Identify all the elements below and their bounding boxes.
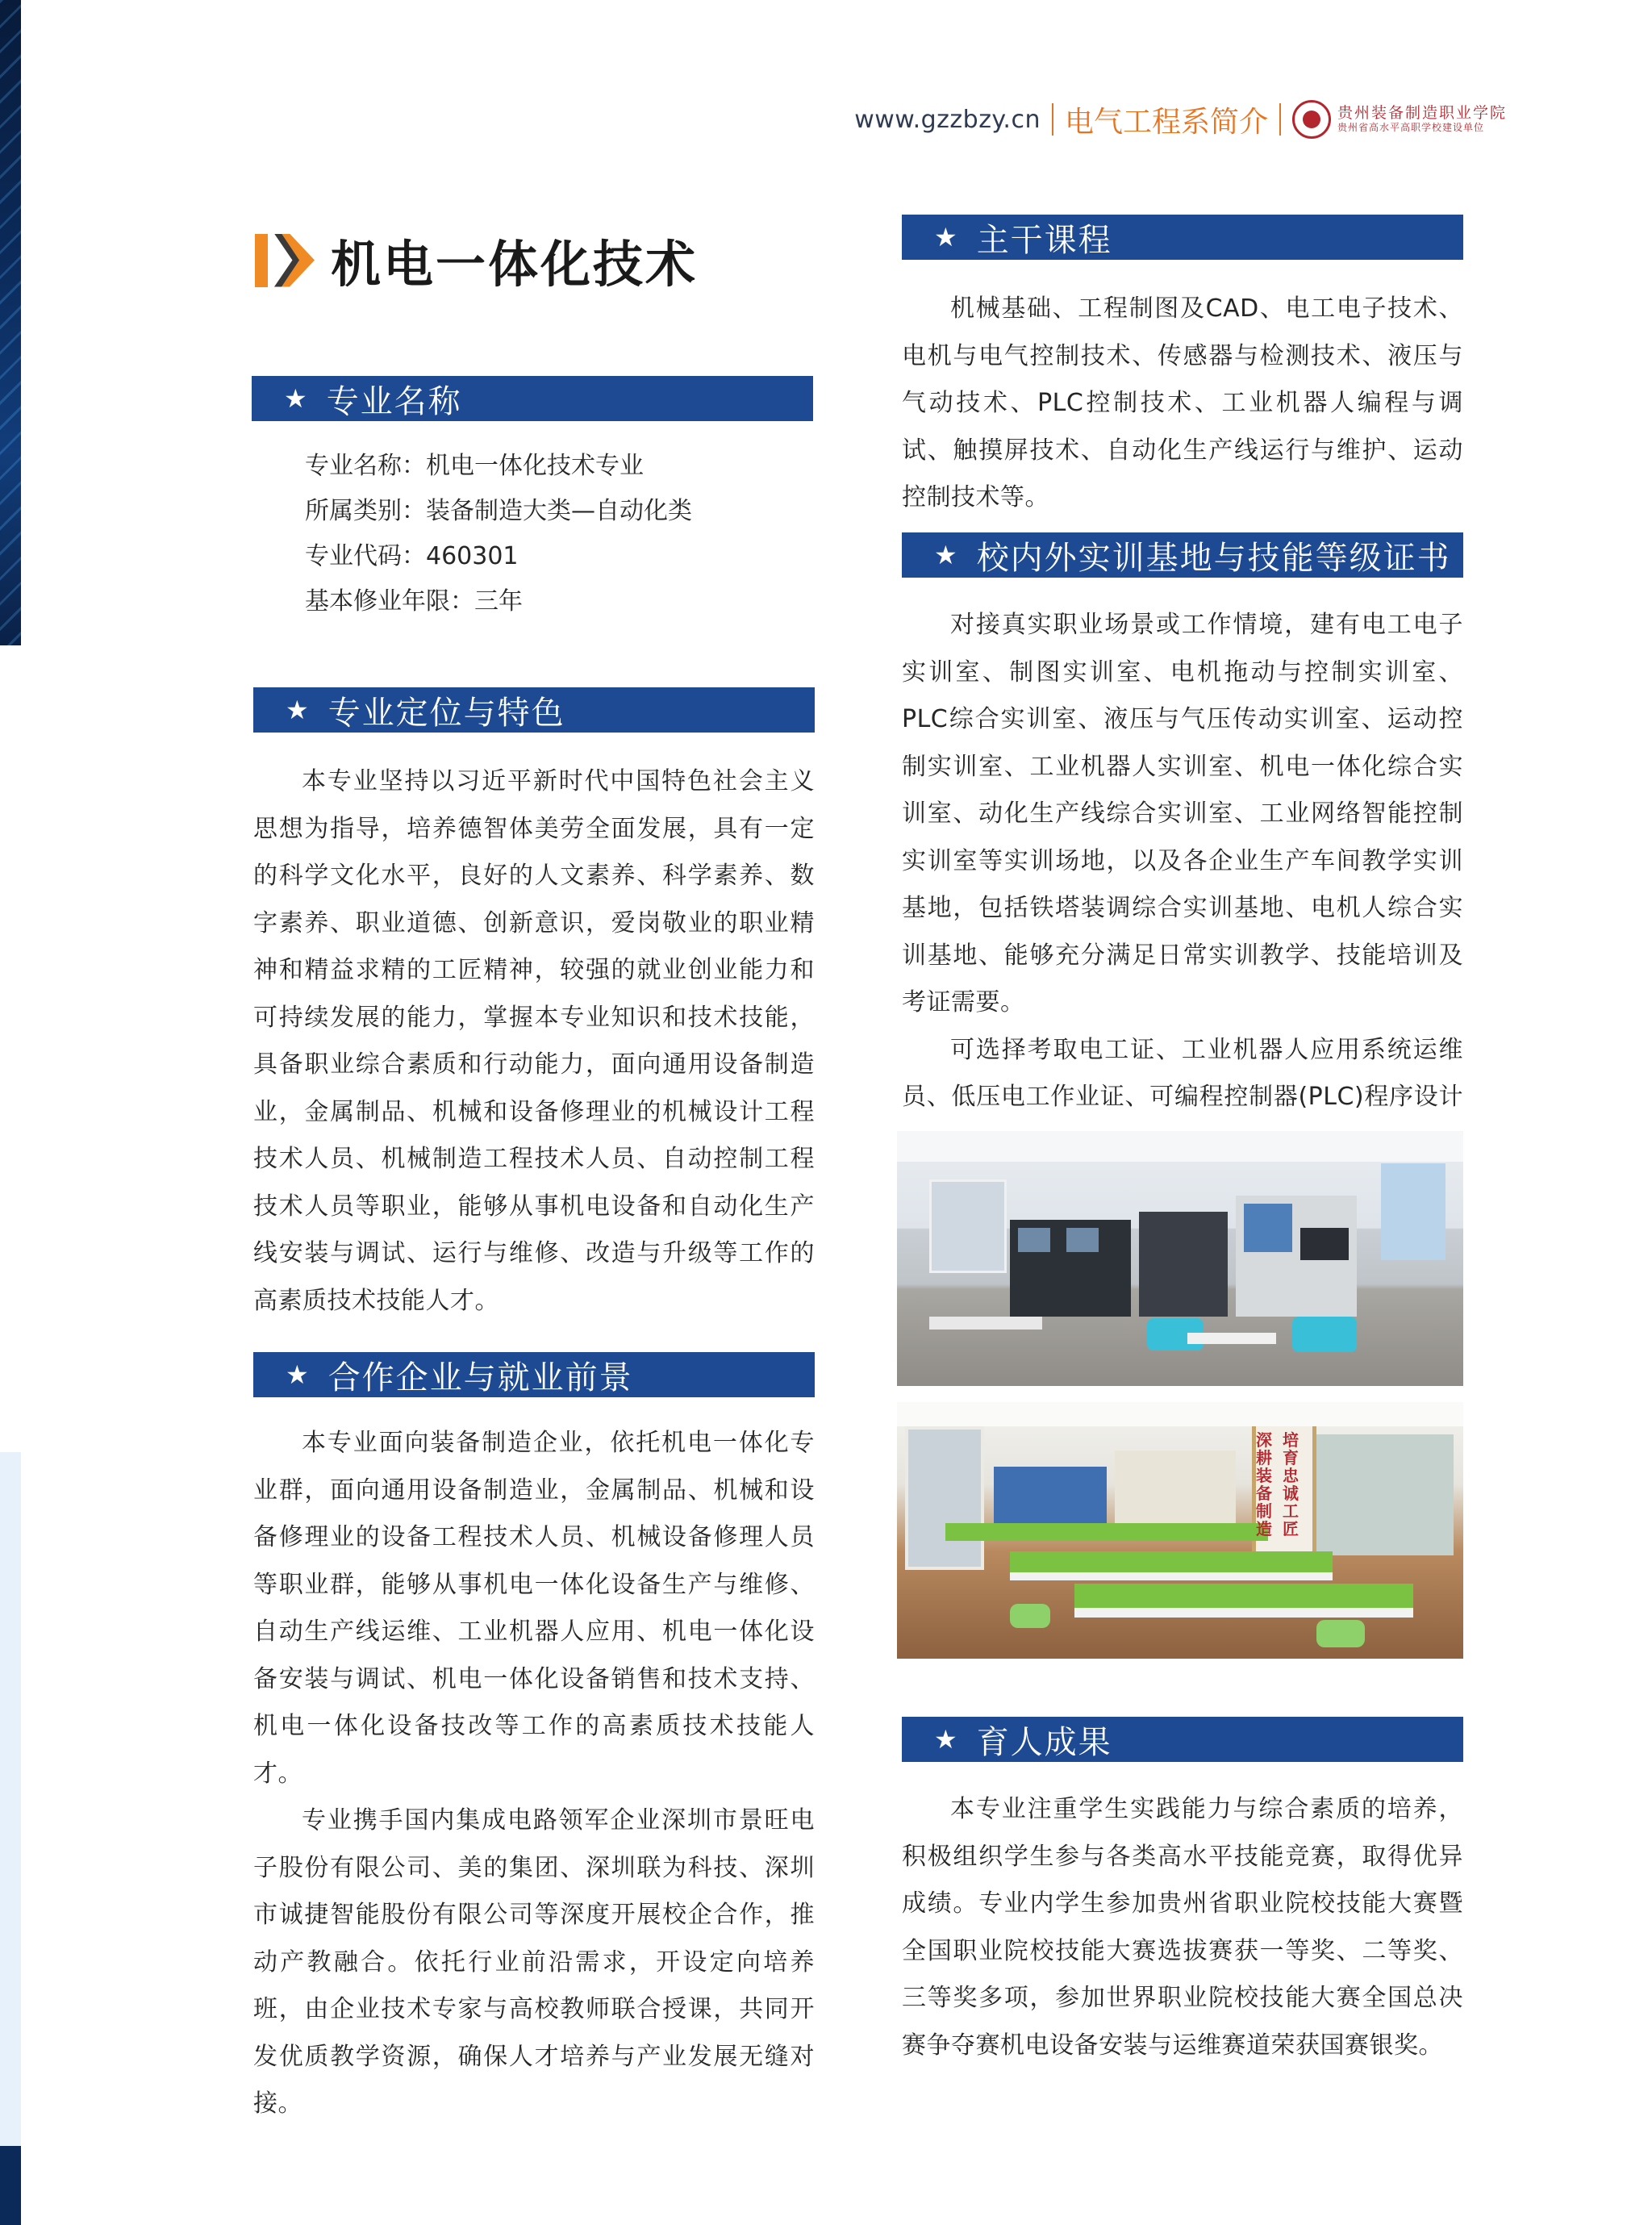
site-url[interactable]: www.gzzbzy.cn: [854, 105, 1041, 134]
training-text: [902, 602, 1463, 1168]
section-heading-text: 专业名称: [326, 382, 462, 420]
section-heading-text: 合作企业与就业前景: [327, 1359, 633, 1396]
section-heading-training: [902, 532, 1463, 578]
department-title: 电气工程系简介: [1064, 105, 1268, 139]
lab-photo-1: [897, 1131, 1463, 1386]
wall-banner-2: 培育忠诚工匠: [1283, 1430, 1299, 1538]
star-icon: ★: [934, 540, 959, 570]
cooperation-text: [253, 1420, 815, 2128]
star-icon: ★: [934, 222, 959, 253]
info-item: 基本修业年限：三年: [305, 587, 523, 616]
left-light-strip: [0, 1452, 21, 2146]
section-heading-achievements: [902, 1717, 1463, 1762]
logo-name: 贵州装备制造职业学院: [1337, 104, 1507, 123]
college-seal-icon: [1292, 100, 1331, 139]
header-divider-2: [1279, 103, 1281, 136]
arrow-icon: [255, 234, 315, 287]
star-icon: ★: [934, 1724, 959, 1755]
paragraph: 本专业注重学生实践能力与综合素质的培养，积极组织学生参与各类高水平技能竞赛，取得优异成绩。专业内学生参加贵州省职业院校技能大赛暨全国职业院校技能大赛选拔赛获一等奖、二等奖、三等奖多项，参加世界职业院校技能大赛全国总决赛争夺赛机电设备安装与运维赛道荣获国赛银奖。: [902, 1795, 1463, 2060]
paragraph: 本专业面向装备制造企业，依托机电一体化专业群，面向通用设备制造业，金属制品、机械和设备修理业的设备工程技术人员、机械设备修理人员等职业群，能够从事机电一体化设备生产与维修、自动生产线运维、工业机器人应用、机电一体化设备安装与调试、机电一体化设备销售和技术支持、机电一体化设备技改等工作的高素质技术技能人才。: [253, 1429, 815, 1788]
paragraph: 对接真实职业场景或工作情境，建有电工电子实训室、制图实训室、电机拖动与控制实训室、PLC综合实训室、液压与气压传动实训室、运动控制实训室、工业机器人实训室、机电一体化综合实训室、动化生产线综合实训室、工业网络智能控制实训室等实训场地，以及各企业生产车间教学实训基地，包括铁塔装调综合实训基地、电机人综合实训基地、能够充分满足日常实训教学、技能培训及考证需要。: [902, 611, 1463, 1016]
section-heading-text: 育人成果: [976, 1723, 1112, 1761]
courses-text: [902, 286, 1463, 522]
achievements-text: [902, 1786, 1463, 2069]
star-icon: ★: [286, 1359, 311, 1390]
lab-photo-2: [897, 1402, 1463, 1659]
star-icon: ★: [284, 383, 309, 414]
paragraph: 专业携手国内集成电路领军企业深圳市景旺电子股份有限公司、美的集团、深圳联为科技、深圳市诚捷智能股份有限公司等深度开展校企合作，推动产教融合。依托行业前沿需求，开设定向培养班，由企业技术专家与高校教师联合授课，共同开发优质教学资源，确保人才培养与产业发展无缝对接。: [253, 1806, 815, 2118]
page-title: [255, 224, 698, 296]
paragraph: 可选择考取电工证、工业机器人应用系统运维员、低压电工作业证、可编程控制器(PLC)程序设计: [902, 1035, 1463, 1111]
section-heading-text: 主干课程: [976, 221, 1112, 259]
header-divider: [1052, 103, 1053, 136]
logo-subtitle: 贵州省高水平高职学校建设单位: [1337, 122, 1484, 134]
section-heading-text: 校内外实训基地与技能等级证书: [976, 539, 1451, 577]
info-item: 所属类别：装备制造大类—自动化类: [305, 497, 692, 525]
college-logo: [1292, 100, 1507, 139]
left-decor-strip: [0, 0, 21, 645]
section-heading-name: [252, 376, 813, 421]
page-header: [854, 95, 1507, 144]
section-heading-text: 专业定位与特色: [327, 694, 565, 732]
info-item: 专业名称：机电一体化技术专业: [305, 452, 644, 480]
program-info-list: [305, 444, 821, 624]
positioning-text: [253, 758, 815, 1325]
section-heading-positioning: [253, 687, 815, 733]
star-icon: ★: [286, 695, 311, 725]
info-item: 专业代码：460301: [305, 542, 519, 570]
left-bottom-strip: [0, 2146, 21, 2225]
section-heading-cooperation: [253, 1352, 815, 1397]
section-heading-courses: [902, 215, 1463, 260]
paragraph: 本专业坚持以习近平新时代中国特色社会主义思想为指导，培养德智体美劳全面发展，具有一定的科学文化水平，良好的人文素养、科学素养、数字素养、职业道德、创新意识，爱岗敬业的职业精神和精益求精的工匠精神，较强的就业创业能力和可持续发展的能力，掌握本专业知识和技术技能，具备职业综合素质和行动能力，面向通用设备制造业，金属制品、机械和设备修理业的机械设计工程技术人员、机械制造工程技术人员、自动控制工程技术人员等职业，能够从事机电设备和自动化生产线安装与调试、运行与维修、改造与升级等工作的高素质技术技能人才。: [253, 767, 815, 1315]
paragraph: 机械基础、工程制图及CAD、电工电子技术、电机与电气控制技术、传感器与检测技术、液压与气动技术、PLC控制技术、工业机器人编程与调试、触摸屏技术、自动化生产线运行与维护、运动控制技术等。: [902, 294, 1463, 511]
page-title-text: 机电一体化技术: [331, 235, 699, 294]
wall-banner-1: 深耕装备制造: [1256, 1430, 1272, 1538]
